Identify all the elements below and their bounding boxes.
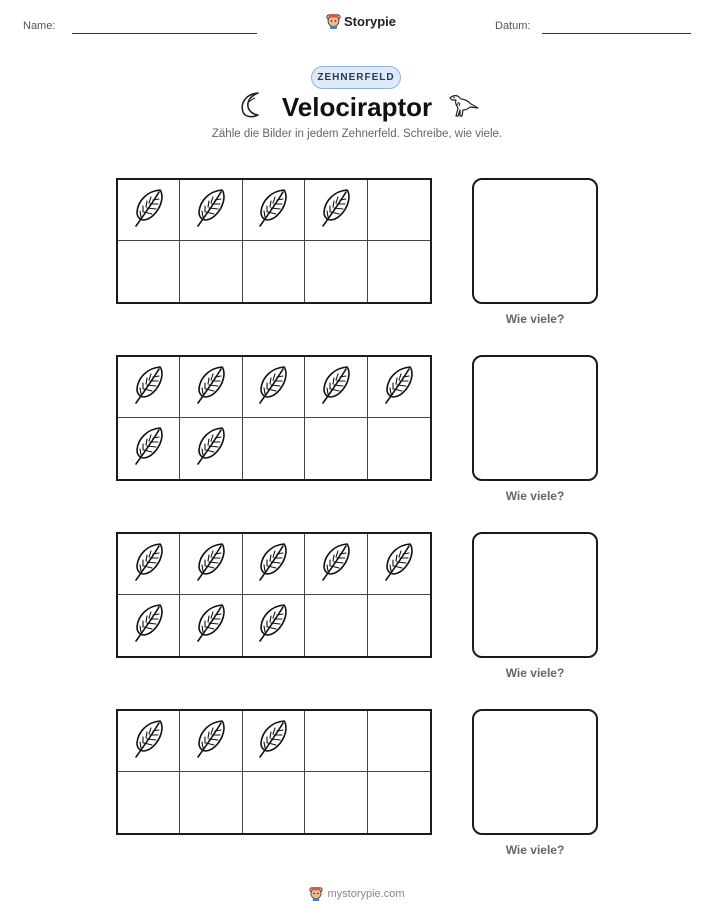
answer-label: Wie viele? <box>505 312 565 326</box>
ten-frame-cell <box>118 180 180 241</box>
ten-frame-cell <box>305 534 367 595</box>
page-title: Velociraptor <box>281 92 433 122</box>
ten-frame-cell <box>243 241 305 302</box>
ten-frame-cell <box>305 595 367 656</box>
ten-frame <box>116 355 432 481</box>
ten-frame-cell <box>368 357 430 418</box>
feather-icon <box>193 717 229 766</box>
feather-icon <box>131 540 167 589</box>
ten-frame-cell <box>180 357 242 418</box>
ten-frame-cell <box>243 772 305 833</box>
feather-icon <box>255 717 291 766</box>
name-line[interactable] <box>72 33 257 34</box>
answer-box[interactable] <box>472 532 598 658</box>
bear-mascot-icon <box>326 13 341 29</box>
ten-frame-cell <box>368 711 430 772</box>
ten-frame-cell <box>368 772 430 833</box>
exercise-row <box>0 532 714 682</box>
feather-icon <box>255 540 291 589</box>
ten-frame-cell <box>118 241 180 302</box>
feather-icon <box>318 540 354 589</box>
ten-frame-cell <box>305 772 367 833</box>
ten-frame <box>116 709 432 835</box>
ten-frame-cell <box>118 711 180 772</box>
footer-url: mystorypie.com <box>327 887 405 900</box>
feather-icon <box>193 540 229 589</box>
ten-frame <box>116 178 432 304</box>
feather-icon <box>318 186 354 235</box>
name-label: Name: <box>23 20 56 32</box>
ten-frame-cell <box>305 418 367 479</box>
ten-frame-cell <box>180 711 242 772</box>
ten-frame-cell <box>243 595 305 656</box>
feather-icon <box>255 186 291 235</box>
ten-frame-cell <box>305 180 367 241</box>
brand-name: Storypie <box>344 13 397 29</box>
ten-frame-cell <box>118 534 180 595</box>
ten-frame-cell <box>243 180 305 241</box>
answer-label: Wie viele? <box>505 666 565 680</box>
feather-icon <box>131 424 167 473</box>
answer-label: Wie viele? <box>505 489 565 503</box>
ten-frame-cell <box>243 711 305 772</box>
claw-icon <box>236 90 266 120</box>
date-line[interactable] <box>542 33 691 34</box>
ten-frame-cell <box>368 180 430 241</box>
feather-icon <box>131 363 167 412</box>
feather-icon <box>131 186 167 235</box>
answer-box[interactable] <box>472 178 598 304</box>
ten-frame-cell <box>243 534 305 595</box>
feather-icon <box>381 363 417 412</box>
feather-icon <box>318 363 354 412</box>
feather-icon <box>193 363 229 412</box>
instructions: Zähle die Bilder in jedem Zehnerfeld. Schreibe, wie viele. <box>211 128 503 140</box>
answer-label: Wie viele? <box>505 843 565 857</box>
ten-frame-cell <box>180 534 242 595</box>
ten-frame-cell <box>305 711 367 772</box>
topic-badge: ZEHNERFELD <box>311 66 401 89</box>
ten-frame-cell <box>180 595 242 656</box>
date-label: Datum: <box>495 20 531 32</box>
ten-frame-cell <box>368 595 430 656</box>
ten-frame-cell <box>118 357 180 418</box>
ten-frame-cell <box>305 357 367 418</box>
ten-frame-cell <box>180 241 242 302</box>
ten-frame-cell <box>243 418 305 479</box>
exercise-row <box>0 355 714 505</box>
ten-frame-cell <box>118 418 180 479</box>
feather-icon <box>255 363 291 412</box>
raptor-icon <box>446 90 480 120</box>
ten-frame-cell <box>180 418 242 479</box>
feather-icon <box>131 601 167 650</box>
feather-icon <box>381 540 417 589</box>
exercise-row <box>0 709 714 859</box>
ten-frame-cell <box>305 241 367 302</box>
ten-frame-cell <box>180 180 242 241</box>
answer-box[interactable] <box>472 709 598 835</box>
ten-frame-cell <box>368 418 430 479</box>
ten-frame-cell <box>368 241 430 302</box>
ten-frame <box>116 532 432 658</box>
ten-frame-cell <box>368 534 430 595</box>
ten-frame-cell <box>118 595 180 656</box>
feather-icon <box>255 601 291 650</box>
footer <box>0 886 714 901</box>
answer-box[interactable] <box>472 355 598 481</box>
storypie-logo <box>326 13 396 29</box>
feather-icon <box>193 601 229 650</box>
exercise-row <box>0 178 714 328</box>
ten-frame-cell <box>118 772 180 833</box>
feather-icon <box>193 186 229 235</box>
feather-icon <box>131 717 167 766</box>
feather-icon <box>193 424 229 473</box>
ten-frame-cell <box>243 357 305 418</box>
bear-mascot-icon <box>309 886 323 901</box>
ten-frame-cell <box>180 772 242 833</box>
